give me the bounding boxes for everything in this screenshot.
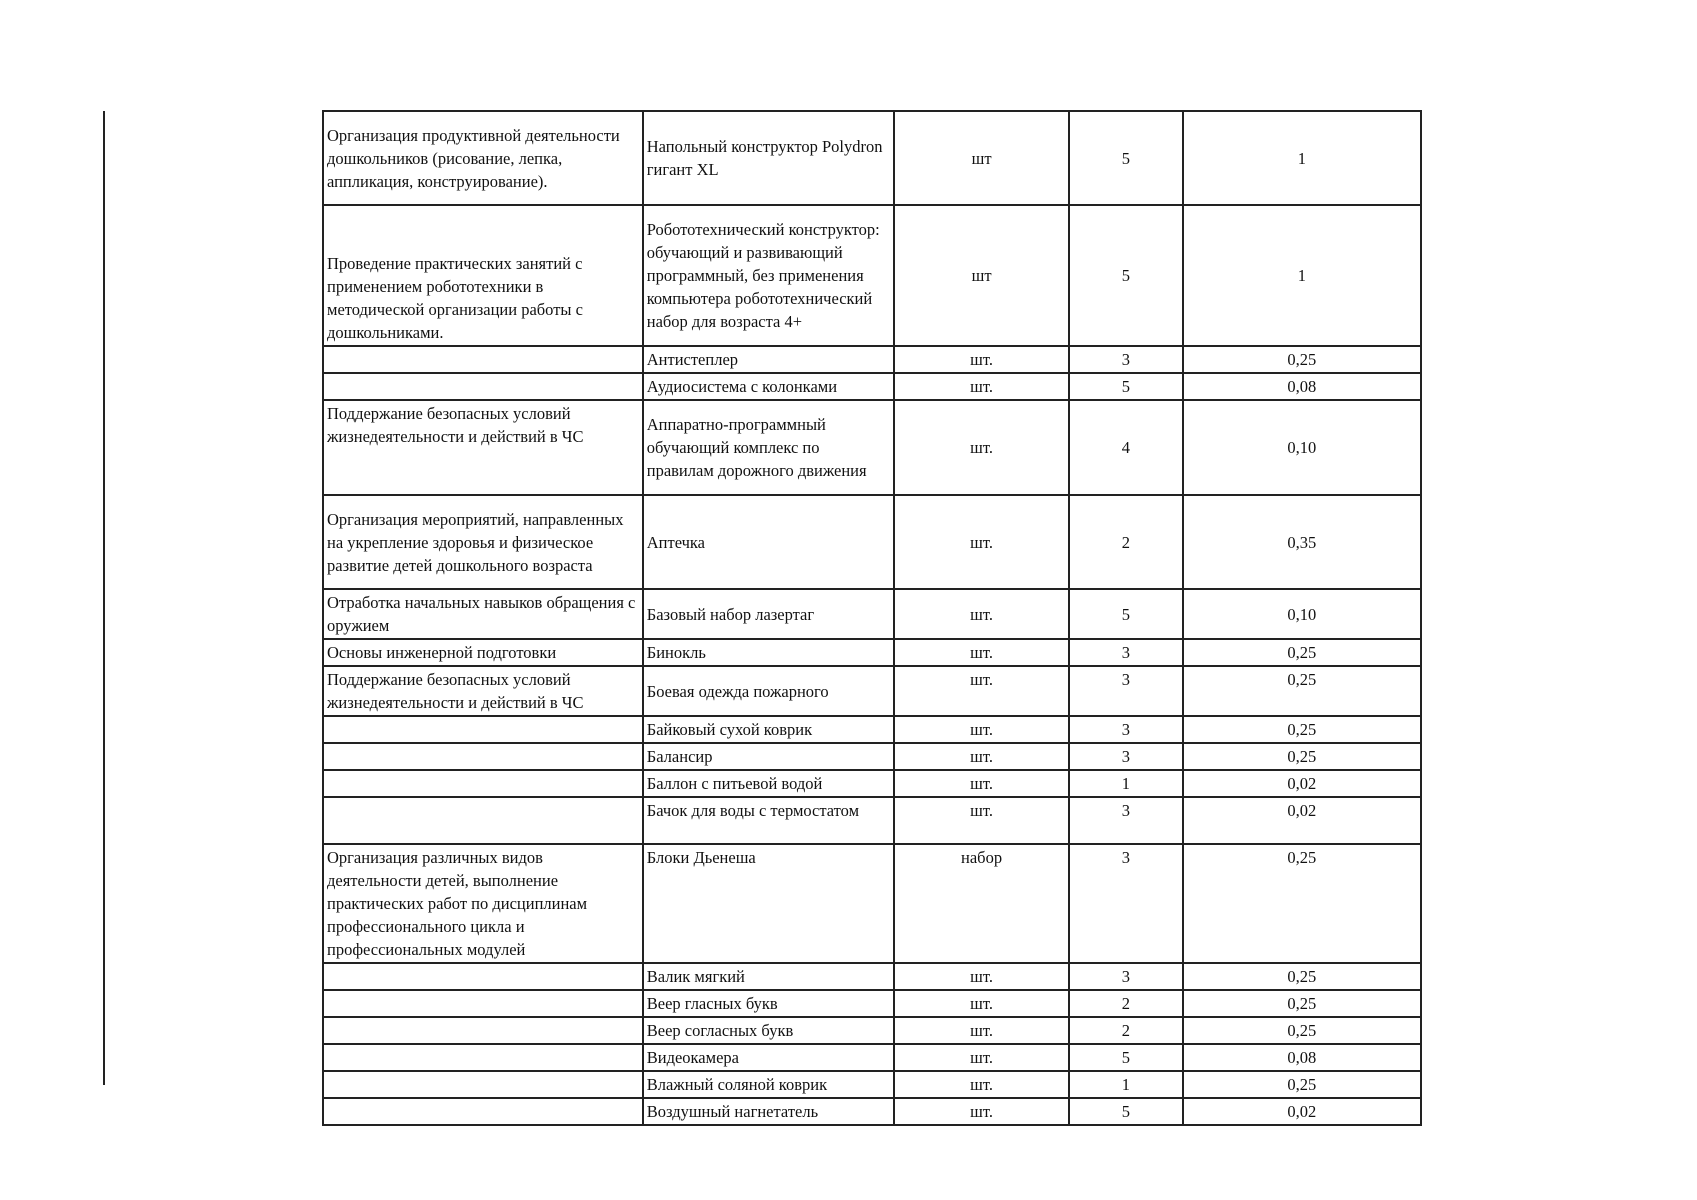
- norm-cell: 0,10: [1183, 400, 1421, 495]
- activity-cell: [323, 770, 643, 797]
- table-row: [323, 589, 1421, 639]
- norm-cell: 0,08: [1183, 373, 1421, 400]
- unit-cell: шт.: [894, 797, 1069, 844]
- quantity-cell: 3: [1069, 639, 1183, 666]
- table-row: [323, 797, 1421, 844]
- unit-cell: набор: [894, 844, 1069, 963]
- activity-cell: Поддержание безопасных условий жизнедеятельности и действий в ЧС: [323, 666, 643, 716]
- quantity-cell: 2: [1069, 495, 1183, 589]
- unit-cell: шт.: [894, 743, 1069, 770]
- norm-cell: 0,25: [1183, 666, 1421, 716]
- norm-cell: 0,25: [1183, 346, 1421, 373]
- equipment-table: [322, 110, 1422, 1126]
- activity-cell: [323, 373, 643, 400]
- activity-cell: Поддержание безопасных условий жизнедеятельности и действий в ЧС: [323, 400, 643, 495]
- unit-cell: шт.: [894, 589, 1069, 639]
- unit-cell: шт.: [894, 1044, 1069, 1071]
- activity-cell: Организация различных видов деятельности детей, выполнение практических работ по дисциплинам профессионального цикла и профессиональных модулей: [323, 844, 643, 963]
- activity-cell: Проведение практических занятий с применением робототехники в методической организации работы с дошкольниками.: [323, 205, 643, 346]
- table-row: [323, 770, 1421, 797]
- quantity-cell: 3: [1069, 346, 1183, 373]
- item-name-cell: Базовый набор лазертаг: [643, 589, 894, 639]
- unit-cell: шт: [894, 205, 1069, 346]
- table-row: [323, 1071, 1421, 1098]
- norm-cell: 0,25: [1183, 963, 1421, 990]
- norm-cell: 0,08: [1183, 1044, 1421, 1071]
- quantity-cell: 3: [1069, 844, 1183, 963]
- quantity-cell: 2: [1069, 1017, 1183, 1044]
- item-name-cell: Аудиосистема с колонками: [643, 373, 894, 400]
- quantity-cell: 2: [1069, 990, 1183, 1017]
- unit-cell: шт.: [894, 1017, 1069, 1044]
- activity-cell: [323, 1044, 643, 1071]
- unit-cell: шт.: [894, 1071, 1069, 1098]
- quantity-cell: 5: [1069, 205, 1183, 346]
- item-name-cell: Воздушный нагнетатель: [643, 1098, 894, 1125]
- quantity-cell: 3: [1069, 716, 1183, 743]
- table-row: [323, 400, 1421, 495]
- activity-cell: [323, 1017, 643, 1044]
- item-name-cell: Аптечка: [643, 495, 894, 589]
- table-row: [323, 1044, 1421, 1071]
- unit-cell: шт.: [894, 639, 1069, 666]
- table-row: [323, 373, 1421, 400]
- item-name-cell: Веер гласных букв: [643, 990, 894, 1017]
- unit-cell: шт: [894, 111, 1069, 205]
- table-row: [323, 716, 1421, 743]
- table-row: [323, 346, 1421, 373]
- unit-cell: шт.: [894, 346, 1069, 373]
- item-name-cell: Робототехнический конструктор: обучающий и развивающий программный, без применения компьютера робототехнический набор для возраста 4+: [643, 205, 894, 346]
- table-row: [323, 844, 1421, 963]
- unit-cell: шт.: [894, 963, 1069, 990]
- activity-cell: [323, 1071, 643, 1098]
- unit-cell: шт.: [894, 666, 1069, 716]
- activity-cell: [323, 743, 643, 770]
- item-name-cell: Бачок для воды с термостатом: [643, 797, 894, 844]
- table-row: [323, 1017, 1421, 1044]
- quantity-cell: 3: [1069, 963, 1183, 990]
- item-name-cell: Напольный конструктор Polydron гигант XL: [643, 111, 894, 205]
- table-row: [323, 963, 1421, 990]
- table-row: [323, 639, 1421, 666]
- quantity-cell: 3: [1069, 743, 1183, 770]
- unit-cell: шт.: [894, 716, 1069, 743]
- table-row: [323, 495, 1421, 589]
- item-name-cell: Антистеплер: [643, 346, 894, 373]
- item-name-cell: Балансир: [643, 743, 894, 770]
- quantity-cell: 1: [1069, 770, 1183, 797]
- norm-cell: 0,25: [1183, 716, 1421, 743]
- quantity-cell: 1: [1069, 1071, 1183, 1098]
- quantity-cell: 5: [1069, 589, 1183, 639]
- norm-cell: 0,02: [1183, 770, 1421, 797]
- item-name-cell: Валик мягкий: [643, 963, 894, 990]
- item-name-cell: Аппаратно-программный обучающий комплекс по правилам дорожного движения: [643, 400, 894, 495]
- activity-cell: Отработка начальных навыков обращения с оружием: [323, 589, 643, 639]
- item-name-cell: Видеокамера: [643, 1044, 894, 1071]
- norm-cell: 0,25: [1183, 844, 1421, 963]
- table-row: [323, 111, 1421, 205]
- quantity-cell: 4: [1069, 400, 1183, 495]
- norm-cell: 0,25: [1183, 639, 1421, 666]
- unit-cell: шт.: [894, 990, 1069, 1017]
- unit-cell: шт.: [894, 1098, 1069, 1125]
- page-margin-rule: [103, 111, 105, 1085]
- activity-cell: Основы инженерной подготовки: [323, 639, 643, 666]
- norm-cell: 0,25: [1183, 990, 1421, 1017]
- item-name-cell: Баллон с питьевой водой: [643, 770, 894, 797]
- table-row: [323, 205, 1421, 346]
- quantity-cell: 5: [1069, 111, 1183, 205]
- norm-cell: 0,25: [1183, 743, 1421, 770]
- item-name-cell: Байковый сухой коврик: [643, 716, 894, 743]
- quantity-cell: 5: [1069, 373, 1183, 400]
- item-name-cell: Блоки Дьенеша: [643, 844, 894, 963]
- activity-cell: [323, 990, 643, 1017]
- activity-cell: [323, 797, 643, 844]
- quantity-cell: 5: [1069, 1044, 1183, 1071]
- unit-cell: шт.: [894, 495, 1069, 589]
- unit-cell: шт.: [894, 770, 1069, 797]
- item-name-cell: Боевая одежда пожарного: [643, 666, 894, 716]
- activity-cell: [323, 346, 643, 373]
- item-name-cell: Веер согласных букв: [643, 1017, 894, 1044]
- norm-cell: 0,10: [1183, 589, 1421, 639]
- item-name-cell: Влажный соляной коврик: [643, 1071, 894, 1098]
- norm-cell: 0,35: [1183, 495, 1421, 589]
- unit-cell: шт.: [894, 373, 1069, 400]
- quantity-cell: 5: [1069, 1098, 1183, 1125]
- norm-cell: 0,02: [1183, 797, 1421, 844]
- activity-cell: Организация продуктивной деятельности дошкольников (рисование, лепка, аппликация, конструирование).: [323, 111, 643, 205]
- table-row: [323, 990, 1421, 1017]
- norm-cell: 0,25: [1183, 1017, 1421, 1044]
- unit-cell: шт.: [894, 400, 1069, 495]
- norm-cell: 0,02: [1183, 1098, 1421, 1125]
- table-row: [323, 743, 1421, 770]
- table-row: [323, 1098, 1421, 1125]
- norm-cell: 1: [1183, 111, 1421, 205]
- norm-cell: 1: [1183, 205, 1421, 346]
- quantity-cell: 3: [1069, 797, 1183, 844]
- norm-cell: 0,25: [1183, 1071, 1421, 1098]
- item-name-cell: Бинокль: [643, 639, 894, 666]
- quantity-cell: 3: [1069, 666, 1183, 716]
- activity-cell: [323, 716, 643, 743]
- activity-cell: Организация мероприятий, направленных на укрепление здоровья и физическое развитие детей дошкольного возраста: [323, 495, 643, 589]
- activity-cell: [323, 1098, 643, 1125]
- table-row: [323, 666, 1421, 716]
- activity-cell: [323, 963, 643, 990]
